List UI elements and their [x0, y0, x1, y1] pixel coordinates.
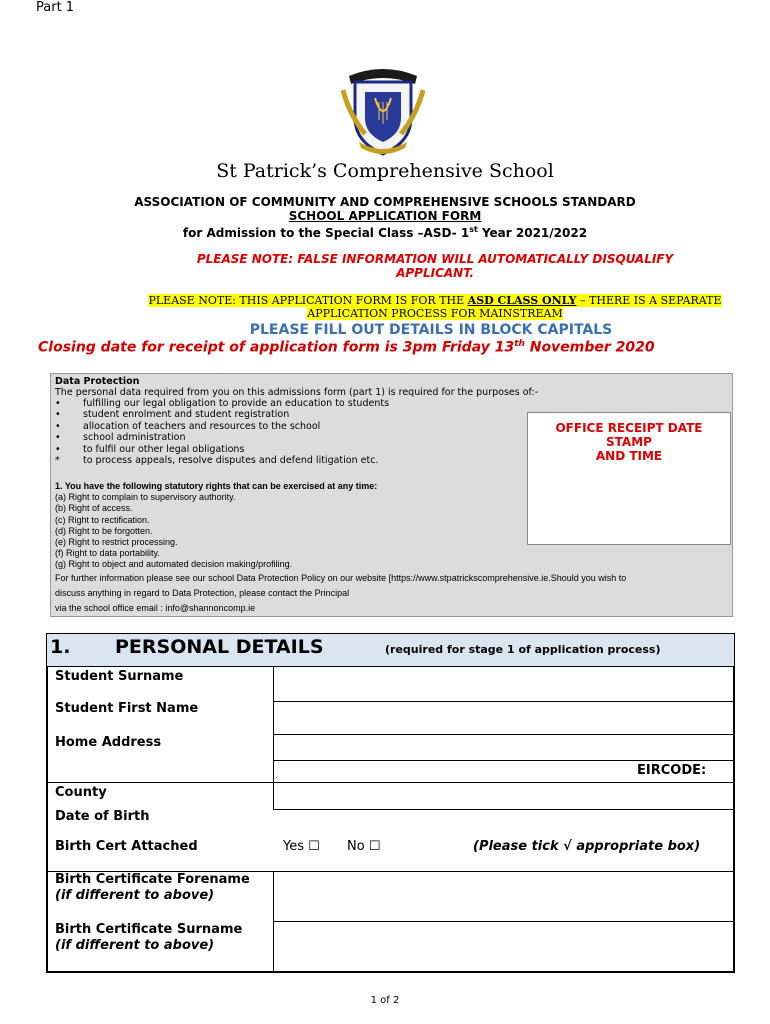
stamp-line2: STAMP [606, 435, 652, 449]
label-eircode: EIRCODE: [637, 763, 707, 778]
bullet-mark: • [55, 409, 61, 420]
label-bc-surname-note: (if different to above) [55, 938, 215, 953]
rights-title: 1. You have the following statutory rights that can be exercised at any time: [55, 481, 378, 491]
dp-bullet: fulfilling our legal obligation to provide an education to students [83, 398, 390, 409]
right-item: (f) Right to data portability. [55, 548, 160, 558]
stamp-line1: OFFICE RECEIPT DATE [555, 421, 703, 435]
bullet-mark: • [55, 432, 61, 443]
no-checkbox[interactable] [347, 839, 380, 854]
asd-note-a: PLEASE NOTE: THIS APPLICATION FORM IS FOR THE [148, 294, 468, 307]
eircode-field[interactable] [275, 762, 625, 781]
row-line [273, 734, 735, 735]
data-protection-title: Data Protection [55, 376, 140, 387]
closing-date-sup: th [514, 339, 525, 349]
false-info-warning [140, 252, 730, 280]
yes-label: Yes [283, 839, 304, 854]
closing-date-notice [38, 339, 655, 356]
false-info-line2: APPLICANT. [396, 266, 474, 280]
dp-bullet: school administration [83, 432, 186, 443]
dp-bullet: to process appeals, resolve disputes and defend litigation etc. [83, 455, 379, 466]
part-label: Part 1 [36, 0, 75, 15]
right-item: (a) Right to complain to supervisory authority. [55, 492, 236, 502]
further-info-3: via the school office email : info@shannoncomp.ie [55, 603, 256, 613]
label-bc-forename: Birth Certificate Forename [55, 872, 250, 887]
asd-class-note [130, 294, 740, 320]
further-info-1: For further information please see our school Data Protection Policy on our website [https://www.stpatrickscomprehensive.ie.Should you wish to [55, 573, 627, 583]
office-receipt-stamp-box [527, 412, 731, 545]
label-bc-surname: Birth Certificate Surname [55, 922, 243, 937]
data-protection-intro: The personal data required from you on this admissions form (part 1) is required for the purposes of:- [55, 387, 539, 398]
section-number: 1. [50, 636, 71, 658]
date-of-birth-field[interactable] [275, 811, 733, 835]
bullet-mark: * [55, 455, 60, 466]
checkbox-icon: ☐ [368, 839, 381, 854]
false-info-line1: PLEASE NOTE: FALSE INFORMATION WILL AUTOMATICALLY DISQUALIFY [196, 252, 674, 266]
label-county: County [55, 785, 107, 800]
no-label: No [347, 839, 365, 854]
section-title: PERSONAL DETAILS [115, 636, 324, 658]
right-item: (g) Right to object and automated decision making/profiling. [55, 559, 293, 569]
section-subtitle: (required for stage 1 of application process) [385, 643, 661, 656]
dp-bullet: to fulfil our other legal obligations [83, 444, 245, 455]
label-student-first-name: Student First Name [55, 701, 199, 716]
row-line [273, 921, 735, 922]
label-home-address: Home Address [55, 735, 162, 750]
asd-note-b: ASD CLASS ONLY [467, 294, 577, 307]
bc-forename-field[interactable] [275, 873, 733, 920]
closing-date-a: Closing date for receipt of application form is 3pm Friday 13 [38, 339, 515, 356]
asd-note-c: – THERE IS A SEPARATE [576, 294, 722, 307]
page-number: 1 of 2 [370, 995, 400, 1006]
form-heading-line3-b: Year 2021/2022 [477, 226, 588, 240]
student-surname-field[interactable] [275, 670, 733, 700]
yes-checkbox[interactable] [283, 839, 320, 854]
stamp-line3: AND TIME [595, 449, 663, 463]
label-student-surname: Student Surname [55, 669, 184, 684]
label-bc-forename-note: (if different to above) [55, 888, 215, 903]
bullet-mark: • [55, 398, 61, 409]
bc-surname-field[interactable] [275, 923, 733, 971]
form-heading-line3 [0, 223, 770, 240]
form-heading-line2: SCHOOL APPLICATION FORM [288, 209, 482, 223]
right-item: (b) Right of access. [55, 503, 133, 513]
right-item: (e) Right to restrict processing. [55, 537, 178, 547]
dp-bullet: allocation of teachers and resources to the school [83, 421, 321, 432]
further-info-2: discuss anything in regard to Data Protection, please contact the Principal [55, 588, 350, 598]
row-line [273, 701, 735, 702]
home-address-field[interactable] [275, 736, 733, 760]
form-heading-line3-a: for Admission to the Special Class –ASD- 1 [182, 226, 470, 240]
form-heading-sup: st [469, 225, 478, 234]
form-heading [0, 195, 770, 240]
closing-date-b: November 2020 [524, 339, 655, 356]
dp-bullet: student enrolment and student registration [83, 409, 290, 420]
tick-instruction: (Please tick √ appropriate box) [473, 839, 701, 854]
bullet-mark: • [55, 444, 61, 455]
row-line [273, 760, 735, 761]
block-capitals-instruction: PLEASE FILL OUT DETAILS IN BLOCK CAPITALS [249, 322, 613, 338]
county-field[interactable] [275, 784, 733, 808]
label-birth-cert-attached: Birth Cert Attached [55, 839, 198, 854]
form-heading-line1: ASSOCIATION OF COMMUNITY AND COMPREHENSIVE SCHOOLS STANDARD [134, 195, 636, 209]
school-crest-logo [335, 62, 431, 158]
right-item: (d) Right to be forgotten. [55, 526, 153, 536]
student-first-name-field[interactable] [275, 703, 733, 733]
asd-note-line2: APPLICATION PROCESS FOR MAINSTREAM [307, 307, 563, 320]
column-divider [273, 871, 274, 973]
right-item: (c) Right to rectification. [55, 515, 150, 525]
row-line [273, 809, 735, 810]
school-name: St Patrick’s Comprehensive School [216, 160, 554, 182]
column-divider [273, 667, 274, 809]
label-date-of-birth: Date of Birth [55, 809, 150, 824]
checkbox-icon: ☐ [308, 839, 320, 854]
bullet-mark: • [55, 421, 61, 432]
row-line [47, 782, 735, 783]
